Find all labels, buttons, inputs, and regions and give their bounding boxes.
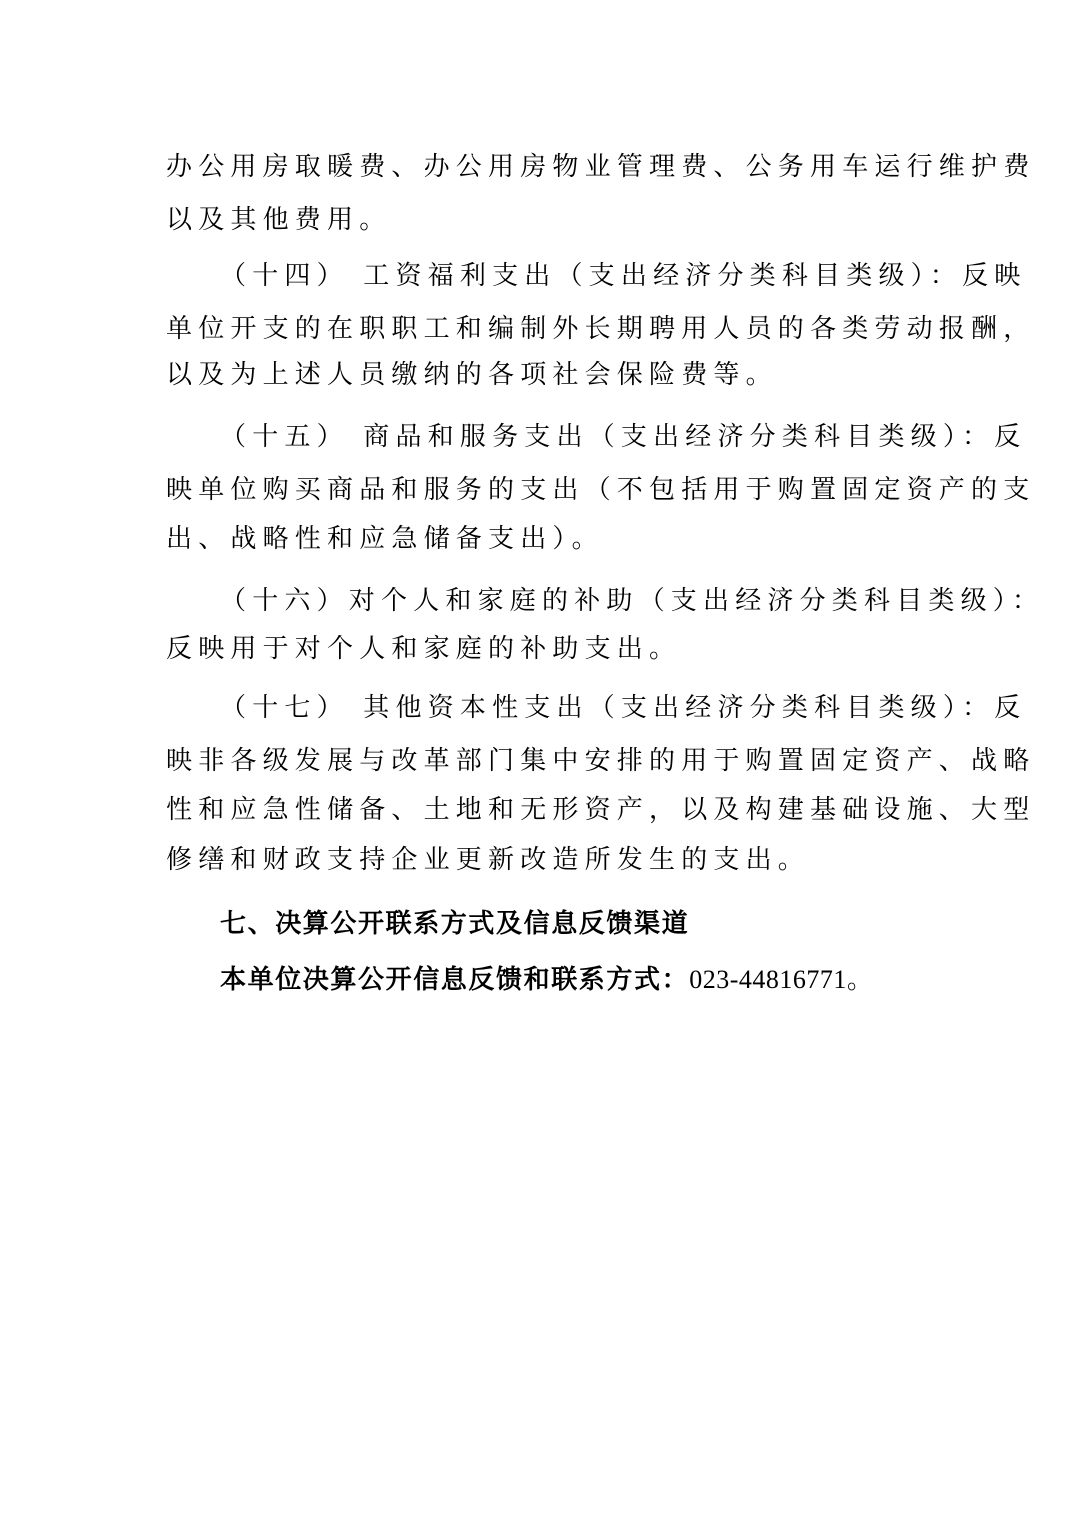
paragraph-line: 反映用于对个人和家庭的补助支出。	[166, 634, 682, 664]
paragraph-line: （十六）对个人和家庭的补助（支出经济分类科目类级）：	[220, 586, 1045, 616]
contact-line	[220, 963, 873, 997]
contact-phone: 023-44816771。	[689, 965, 874, 994]
paragraph-line: 性和应急性储备、土地和无形资产，以及构建基础设施、大型	[166, 795, 1036, 825]
paragraph-line: （十七） 其他资本性支出（支出经济分类科目类级）：反	[220, 693, 1027, 723]
paragraph-line: 修缮和财政支持企业更新改造所发生的支出。	[166, 845, 811, 875]
paragraph-line: 映非各级发展与改革部门集中安排的用于购置固定资产、战略	[166, 746, 1036, 776]
paragraph-line: 映单位购买商品和服务的支出（不包括用于购置固定资产的支	[166, 475, 1036, 505]
paragraph-line: （十五） 商品和服务支出（支出经济分类科目类级）：反	[220, 422, 1027, 452]
paragraph-line: 办公用房取暖费、办公用房物业管理费、公务用车运行维护费	[166, 152, 1036, 182]
paragraph-line: （十四） 工资福利支出（支出经济分类科目类级）：反映	[220, 261, 1027, 291]
section-heading: 七、决算公开联系方式及信息反馈渠道	[220, 909, 690, 939]
paragraph-line: 以及其他费用。	[166, 205, 392, 235]
paragraph-line: 出、战略性和应急储备支出）。	[166, 524, 604, 554]
paragraph-line: 以及为上述人员缴纳的各项社会保险费等。	[166, 360, 778, 390]
contact-label: 本单位决算公开信息反馈和联系方式：	[220, 965, 690, 995]
paragraph-line: 单位开支的在职职工和编制外长期聘用人员的各类劳动报酬，	[166, 314, 1036, 344]
